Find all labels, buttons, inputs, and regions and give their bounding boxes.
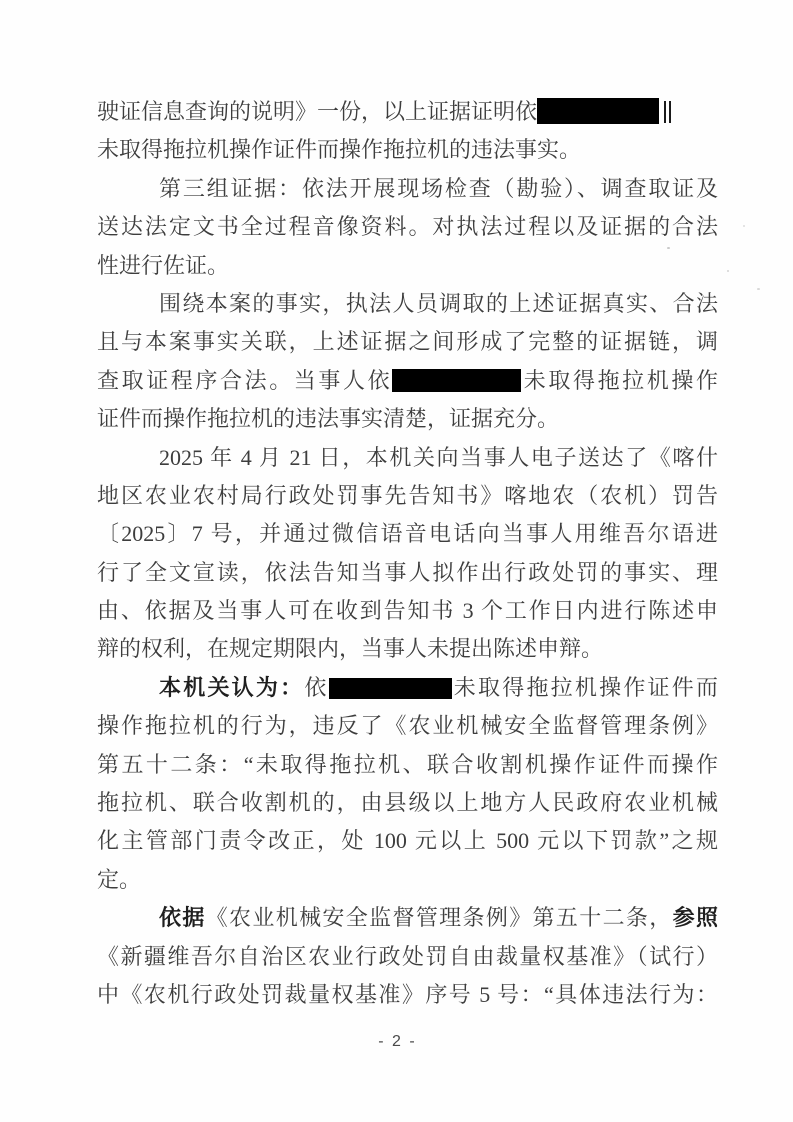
text-line [97, 554, 718, 592]
page-number: - 2 - [378, 1033, 417, 1050]
text-line [97, 362, 718, 400]
line-text: 由、依据及当事人可在收到告知书 3 个工作日内进行陈述申 [97, 598, 718, 624]
text-line [97, 592, 718, 630]
line-text: 定。 [97, 866, 142, 892]
text-line [97, 170, 718, 208]
scan-artifact [743, 225, 745, 227]
line-text: 第三组证据：依法开展现场检查（勘验）、调查取证及 [159, 175, 718, 201]
line-text: 中《农机行政处罚裁量权基准》序号 5 号：“具体违法行为： [97, 981, 718, 1007]
line-text: 拖拉机、联合收割机的，由县级以上地方人民政府农业机械 [97, 790, 718, 816]
line-text: 第五十二条：“未取得拖拉机、联合收割机操作证件而操作 [97, 751, 718, 777]
line-text: 未取得拖拉机操作 [521, 367, 718, 393]
emphasis-text: 本机关认为： [159, 674, 305, 700]
text-line [97, 669, 718, 707]
line-text: 化主管部门责令改正，处 100 元以上 500 元以下罚款”之规 [97, 828, 718, 854]
text-line [97, 400, 718, 438]
redacted-char-fragment [664, 101, 673, 123]
emphasis-text: 依据 [159, 905, 206, 931]
text-line [97, 439, 718, 477]
line-text: 辩的权利，在规定期限内，当事人未提出陈述申辩。 [97, 636, 604, 662]
emphasis-text: 参照 [672, 905, 718, 931]
line-text: 行了全文宣读，依法告知当事人拟作出行政处罚的事实、理 [97, 559, 718, 585]
text-line [97, 93, 718, 131]
line-text: 驶证信息查询的说明》一份，以上证据证明依 [97, 99, 538, 124]
text-line [97, 976, 718, 1014]
line-text: 证件而操作拖拉机的违法事实清楚，证据充分。 [97, 406, 560, 432]
text-line [97, 822, 718, 860]
line-text: 《农业机械安全监督管理条例》第五十二条， [205, 905, 673, 931]
text-line [97, 131, 718, 169]
text-line [97, 784, 718, 822]
line-text: 围绕本案的事实，执法人员调取的上述证据真实、合法 [159, 290, 718, 316]
scan-artifact [667, 247, 670, 249]
line-text: 未取得拖拉机操作证件而 [451, 674, 718, 700]
text-line [97, 208, 718, 246]
text-line [97, 938, 718, 976]
text-line [97, 899, 718, 937]
line-text: 2025 年 4 月 21 日，本机关向当事人电子送达了《喀什 [159, 444, 718, 470]
redaction-bar [329, 678, 452, 699]
text-line [97, 247, 718, 285]
text-line [97, 746, 718, 784]
line-text: 〔2025〕7 号，并通过微信语音电话向当事人用维吾尔语进 [97, 521, 718, 547]
scan-artifact [727, 270, 729, 272]
text-line [97, 630, 718, 668]
line-text: 依 [304, 674, 329, 700]
line-text: 性进行佐证。 [97, 252, 230, 278]
text-line [97, 477, 718, 515]
document-text-block [97, 93, 718, 1014]
text-line [97, 323, 718, 361]
text-line [97, 861, 718, 899]
line-text: 地区农业农村局行政处罚事先告知书》喀地农（农机）罚告 [97, 482, 718, 508]
line-text: 查取证程序合法。当事人依 [97, 367, 393, 393]
line-text: 未取得拖拉机操作证件而操作拖拉机的违法事实。 [97, 137, 582, 163]
scan-artifact [757, 288, 760, 290]
text-line [97, 707, 718, 745]
line-text: 操作拖拉机的行为，违反了《农业机械安全监督管理条例》 [97, 713, 718, 739]
text-line [97, 285, 718, 323]
text-line [97, 515, 718, 553]
line-text: 《新疆维吾尔自治区农业行政处罚自由裁量权基准》（试行） [97, 943, 718, 969]
line-text: 送达法定文书全过程音像资料。对执法过程以及证据的合法 [97, 214, 718, 240]
redaction-bar [392, 369, 521, 392]
line-text: 且与本案事实关联，上述证据之间形成了完整的证据链，调 [97, 329, 718, 355]
redaction-bar [537, 98, 659, 124]
